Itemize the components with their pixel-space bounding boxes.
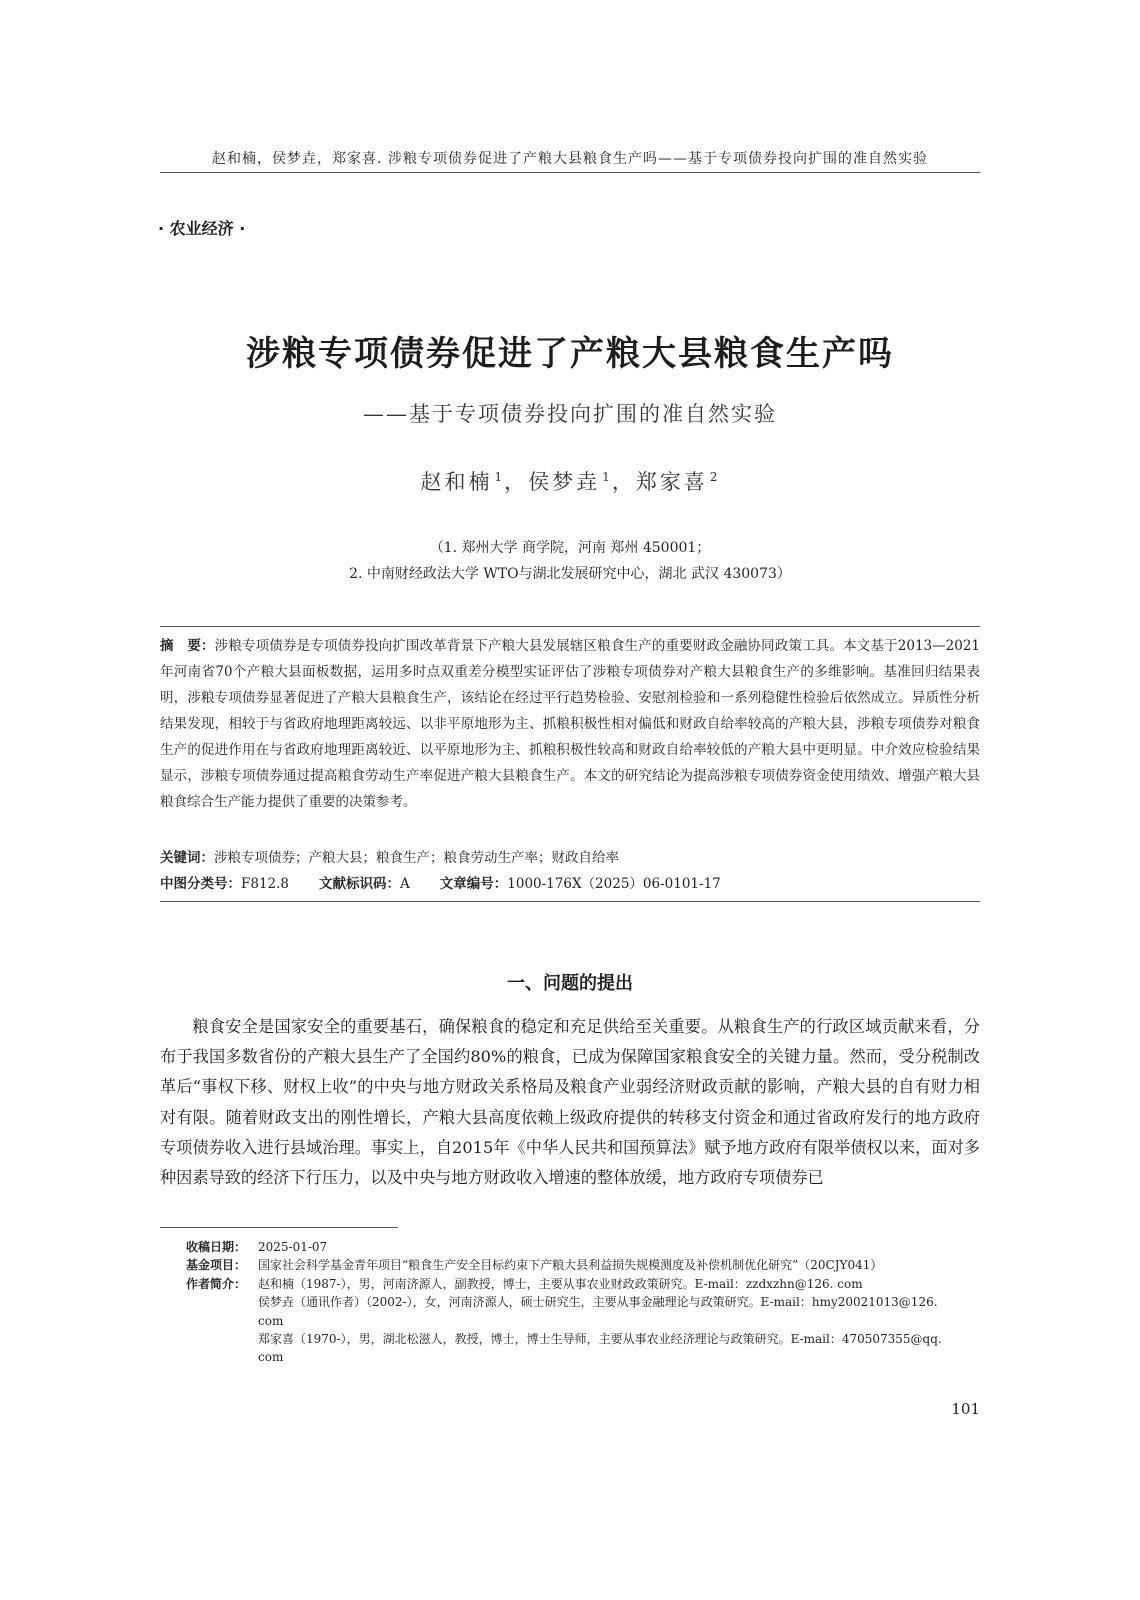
- section-heading: 一、问题的提出: [507, 973, 633, 994]
- author-bio: 赵和楠（1987-），男，河南济源人，副教授，博士，主要从事农业财政政策研究。E-mail：zzdxzhn@126. com: [258, 1276, 863, 1291]
- received-value: 2025-01-07: [258, 1240, 328, 1254]
- body-paragraph: 粮食安全是国家安全的重要基石，确保粮食的稳定和充足供给至关重要。从粮食生产的行政区域贡献来看，分布于我国多数省份的产粮大县生产了全国约80%的粮食，已成为保障国家粮食安全的关键力量。然而，受分税制改革后“事权下移、财权上收”的中央与地方财政关系格局及粮食产业弱经济财政贡献的影响，产粮大县的自有财力相对有限。随着财政支出的刚性增长，产粮大县高度依赖上级政府提供的转移支付资金和通过省政府发行的地方政府专项债券收入进行县域治理。事实上，自2015年《中华人民共和国预算法》赋予地方政府有限举债权以来，面对多种因素导致的经济下行压力，以及中央与地方财政收入增速的整体放缓，地方政府专项债券已: [160, 1017, 980, 1188]
- author-affiliation-mark: 2: [709, 470, 718, 484]
- author-name: 赵和楠: [420, 470, 493, 494]
- author-bio: 侯梦垚（通讯作者）（2002-），女，河南济源人，硕士研究生，主要从事金融理论与政策研究。E-mail：hmy20021013@126. com: [258, 1295, 938, 1328]
- keywords-line: [160, 846, 980, 870]
- running-header: 赵和楠，侯梦垚，郑家喜. 涉粮专项债券促进了产粮大县粮食生产吗——基于专项债券投向扩围的准自然实验: [212, 151, 928, 167]
- bio-label: 作者简介：: [186, 1276, 247, 1291]
- clc-value: F812.8: [241, 876, 290, 892]
- abstract-label: 摘 要：: [160, 638, 215, 654]
- classification-line: [160, 872, 980, 896]
- keywords-text: 涉粮专项债券；产粮大县；粮食生产；粮食劳动生产率；财政自给率: [214, 850, 619, 866]
- header-rule: [160, 172, 980, 173]
- fund-label: 基金项目：: [186, 1258, 247, 1273]
- abstract-bottom-rule: [160, 901, 980, 902]
- received-label: 收稿日期：: [186, 1240, 247, 1254]
- page-number: 101: [951, 1400, 980, 1418]
- doc-code-label: 文献标识码：: [319, 876, 401, 892]
- author-list: [160, 466, 980, 496]
- abstract-text: 涉粮专项债券是专项债券投向扩围改革背景下产粮大县发展辖区粮食生产的重要财政金融协同政策工具。本文基于2013—2021年河南省70个产粮大县面板数据，运用多时点双重差分模型实证评估了涉粮专项债券对产粮大县粮食生产的多维影响。基准回归结果表明，涉粮专项债券显著促进了产粮大县粮食生产，该结论在经过平行趋势检验、安慰剂检验和一系列稳健性检验后依然成立。异质性分析结果发现，相较于与省政府地理距离较远、以非平原地形为主、抓粮积极性相对偏低和财政自给率较高的产粮大县，涉粮专项债券对粮食生产的促进作用在与省政府地理距离较近、以平原地形为主、抓粮积极性较高和财政自给率较低的产粮大县中更明显。中介效应检验结果显示，涉粮专项债券通过提高粮食劳动生产率促进产粮大县粮食生产。本文的研究结论为提高涉粮专项债券资金使用绩效、增强产粮大县粮食综合生产能力提供了重要的决策参考。: [160, 638, 980, 810]
- abstract-top-rule: [160, 626, 980, 627]
- clc-label: 中图分类号：: [160, 876, 241, 892]
- column-tag: · 农业经济 ·: [158, 219, 246, 238]
- author-affiliation-mark: 1: [494, 470, 503, 484]
- author-affiliation-mark: 1: [602, 470, 610, 484]
- footnote-fund: [186, 1256, 966, 1274]
- keywords-label: 关键词：: [160, 850, 214, 866]
- paper-title: 涉粮专项债券促进了产粮大县粮食生产吗: [246, 334, 894, 374]
- bio-list: [258, 1275, 966, 1367]
- fund-value: 国家社会科学基金青年项目“粮食生产安全目标约束下产粮大县利益损失规模测度及补偿机制优化研究”（20CJY041）: [258, 1258, 883, 1273]
- footnote-rule: [160, 1227, 398, 1228]
- article-id-value: 1000-176X（2025）06-0101-17: [507, 876, 721, 892]
- author-name: 郑家喜: [635, 470, 708, 494]
- footnotes: [186, 1238, 966, 1367]
- footnote-received: [186, 1238, 966, 1256]
- article-id-label: 文章编号：: [439, 876, 508, 892]
- affiliation-line: （1. 郑州大学 商学院，河南 郑州 450001；: [429, 540, 711, 556]
- affiliation-line: 2. 中南财经政法大学 WTO与湖北发展研究中心，湖北 武汉 430073）: [349, 566, 791, 582]
- author-separator: ，: [611, 470, 636, 494]
- abstract-block: [160, 633, 980, 815]
- paper-subtitle: ——基于专项债券投向扩围的准自然实验: [363, 402, 777, 426]
- doc-code-value: A: [400, 876, 410, 892]
- author-bio: 郑家喜（1970-），男，湖北松滋人，教授，博士，博士生导师，主要从事农业经济理论与政策研究。E-mail：470507355@qq. com: [258, 1332, 942, 1365]
- footnote-bios: [186, 1275, 966, 1367]
- author-name: 侯梦垚: [528, 470, 601, 494]
- author-separator: ，: [504, 470, 529, 494]
